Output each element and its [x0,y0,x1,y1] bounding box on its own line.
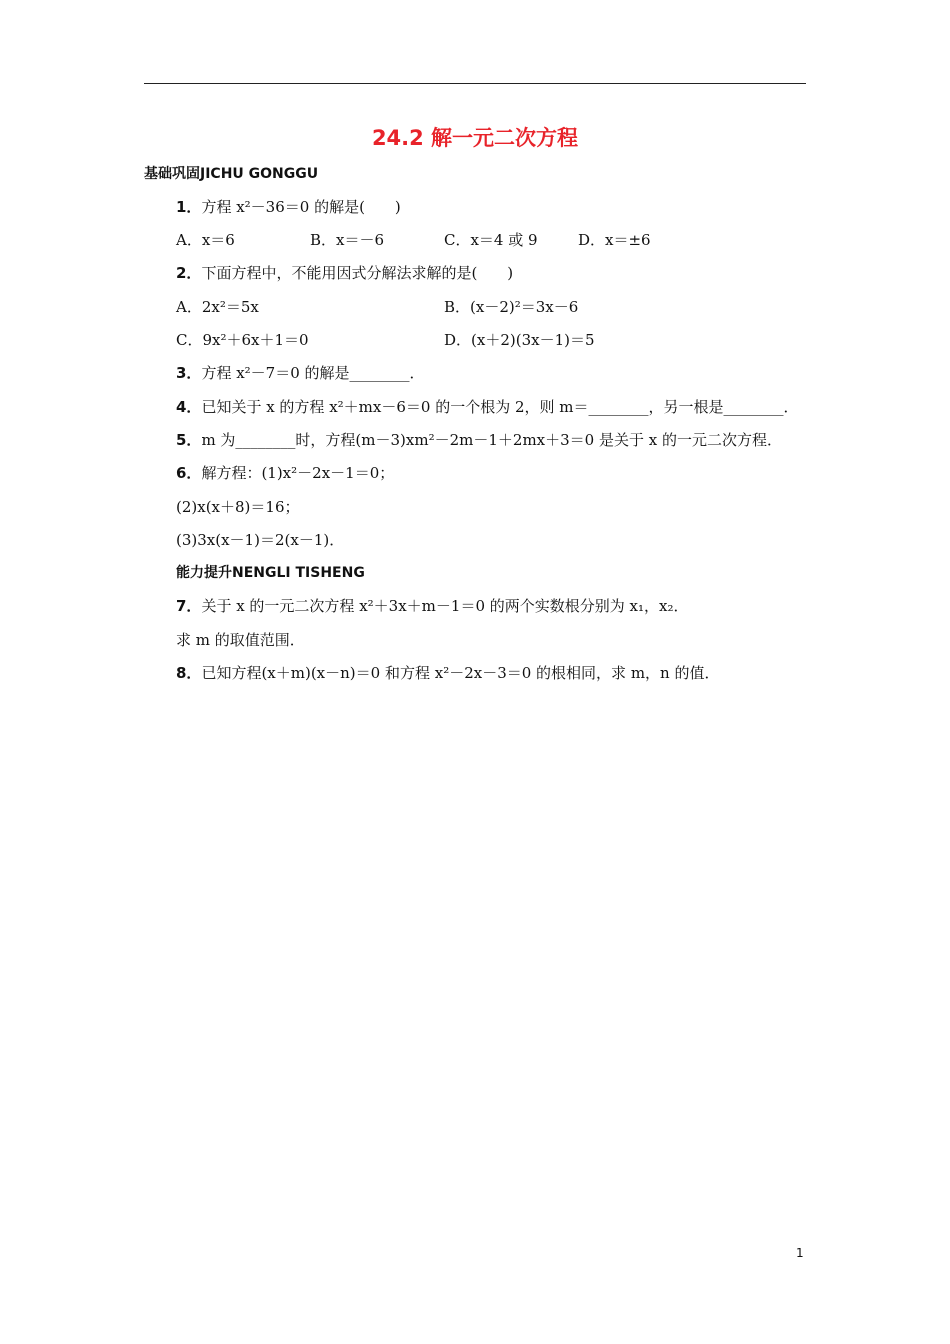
q2-option-d: D．(x＋2)(3x－1)＝5 [444,331,595,349]
question-text: 已知方程(x＋m)(x－n)＝0 和方程 x²－2x－3＝0 的根相同，求 m，n 的值． [201,664,720,682]
page-title: 24.2 解一元二次方程 [371,126,579,150]
q1-option-d: D．x＝±6 [578,231,651,249]
question-number: 5． [176,431,202,449]
question-number: 4． [176,398,202,416]
q2-option-c: C．9x²＋6x＋1＝0 [176,331,309,349]
question-number: 6． [176,464,202,482]
question-6-part-2: (2)x(x＋8)＝16； [176,498,300,516]
question-7 [176,596,688,616]
question-3 [176,363,425,383]
q1-option-a: A．x＝6 [176,231,235,249]
question-number: 8． [176,664,202,682]
question-number: 3． [176,364,202,382]
q2-option-b: B．(x－2)²＝3x－6 [444,298,579,316]
question-7-continued: 求 m 的取值范围． [176,631,305,649]
question-text: 解方程：(1)x²－2x－1＝0； [201,464,395,482]
question-text: 已知关于 x 的方程 x²＋mx－6＝0 的一个根为 2，则 m＝________，另一根是________． [201,398,799,416]
question-number: 1． [176,198,202,216]
question-4 [176,397,799,417]
question-number: 2． [176,264,202,282]
header-rule [144,83,806,84]
q2-option-a: A．2x²＝5x [176,298,259,316]
question-6-part-3: (3)3x(x－1)＝2(x－1)． [176,531,345,549]
question-6 [176,463,394,483]
question-text: 关于 x 的一元二次方程 x²＋3x＋m－1＝0 的两个实数根分别为 x₁，x₂． [201,597,689,615]
question-text: 方程 x²－7＝0 的解是________． [201,364,425,382]
question-text: m 为________时，方程(m－3)xm²－2m－1＋2mx＋3＝0 是关于 x 的一元二次方程． [201,431,782,449]
question-number: 7． [176,597,202,615]
q1-option-b: B．x＝－6 [310,231,385,249]
question-5 [176,430,782,450]
question-2 [176,263,513,283]
question-text: 下面方程中，不能用因式分解法求解的是( ) [201,264,514,282]
section-heading-advanced: 能力提升NENGLI TISHENG [176,565,365,581]
question-text: 方程 x²－36＝0 的解是( ) [201,198,401,216]
question-8 [176,663,719,683]
question-1 [176,197,401,217]
page-number: 1 [796,1246,804,1260]
section-heading-basic: 基础巩固JICHU GONGGU [144,166,319,182]
q1-option-c: C．x＝4 或 9 [444,231,538,249]
